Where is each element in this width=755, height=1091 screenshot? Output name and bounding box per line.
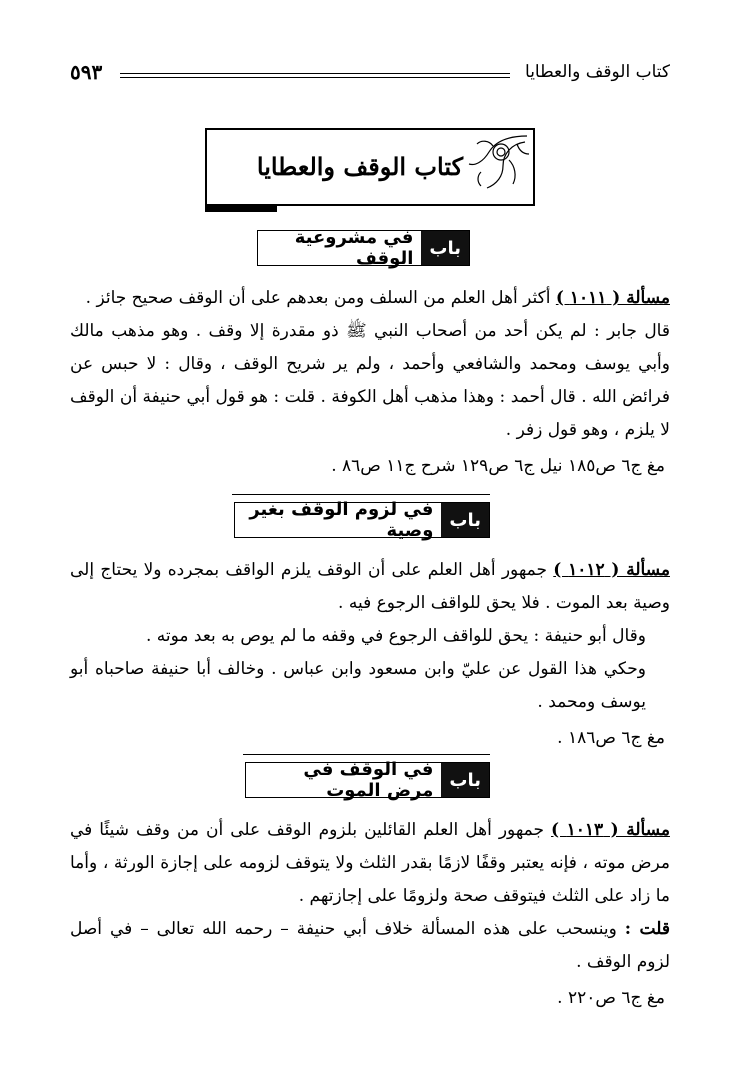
bab-name: في الوقف في مرض الموت (303, 759, 434, 801)
running-header (70, 60, 670, 92)
paragraph-text: أكثر أهل العلم من السلف ومن بعدهم على أن الوقف صحيح جائز . (85, 288, 551, 308)
section-body (70, 554, 670, 719)
paragraph (70, 554, 670, 620)
paragraph (70, 814, 670, 913)
bab-name: في مشروعية الوقف (294, 227, 414, 269)
masala-label: مسألة ( ١٠١٣ ) (551, 820, 670, 840)
paragraph-text: وينسحب على هذه المسألة خلاف أبي حنيفة – رحمه الله تعالى – في أصل لزوم الوقف . (70, 919, 670, 972)
bab-tag: باب (441, 763, 489, 797)
box-shadow-bar (205, 206, 277, 212)
bab-tag: باب (421, 231, 469, 265)
paragraph: وحكي هذا القول عن عليّ وابن مسعود وابن عباس . وخالف أبا حنيفة صاحباه أبو يوسف ومحمد . (70, 659, 646, 712)
bab-tag: باب (441, 503, 489, 537)
chapter-title-box (205, 128, 535, 206)
bab-name: في لزوم الوقف بغير وصية (249, 499, 434, 541)
section-heading (245, 759, 490, 801)
header-rule (120, 73, 510, 74)
section-rule (243, 754, 490, 755)
qult-label: قلت : (624, 919, 670, 939)
section-body (70, 282, 670, 447)
paragraph-text: جمهور أهل العلم القائلين بلزوم الوقف على أن من وقف شيئًا في مرض موته ، فإنه يعتبر وقفًا لازمًا بقدر الثلث ولا يتوقف لزومه على إجازة الورثة ، وأما ما زاد على الثلث فيتوقف صحة ولزومًا على إجازتهم . (70, 820, 670, 906)
section-body (70, 814, 670, 979)
reference-line: مغ ج٦ ص١٨٦ . (557, 728, 665, 748)
paragraph: قال جابر : لم يكن أحد من أصحاب النبي ﷺ ذو مقدرة إلا وقف . وهو مذهب مالك وأبي يوسف ومحمد والشافعي وأحمد ، ولم ير شريح الوقف ، وقال : لا حبس عن فرائض الله . قال أحمد : وهذا مذهب أهل الكوفة . قلت : هو قول أبي حنيفة أن الوقف لا يلزم ، وهو قول زفر . (70, 321, 670, 440)
masala-label: مسألة ( ١٠١٢ ) (553, 560, 670, 580)
chapter-title: كتاب الوقف والعطايا (256, 152, 463, 181)
section-heading (234, 499, 490, 541)
paragraph (70, 913, 670, 979)
reference-line: مغ ج٦ ص١٨٥ نيل ج٦ ص١٢٩ شرح ج١١ ص٨٦ . (331, 456, 665, 476)
floral-ornament-icon (467, 132, 531, 192)
masala-label: مسألة ( ١٠١١ ) (555, 288, 670, 308)
section-heading (257, 227, 470, 269)
paragraph-text: جمهور أهل العلم على أن الوقف يلزم الواقف بمجرده ولا يحتاج إلى وصية بعد الموت . فلا يحق للواقف الرجوع فيه . (70, 560, 670, 613)
header-rule (120, 77, 510, 78)
paragraph (70, 282, 670, 315)
reference-line: مغ ج٦ ص٢٢٠ . (557, 988, 665, 1008)
page-number: ٥٩٣ (70, 60, 103, 84)
header-book-title: كتاب الوقف والعطايا (525, 62, 670, 82)
paragraph: وقال أبو حنيفة : يحق للواقف الرجوع في وقفه ما لم يوص به بعد موته . (145, 626, 646, 646)
section-rule (232, 494, 490, 495)
